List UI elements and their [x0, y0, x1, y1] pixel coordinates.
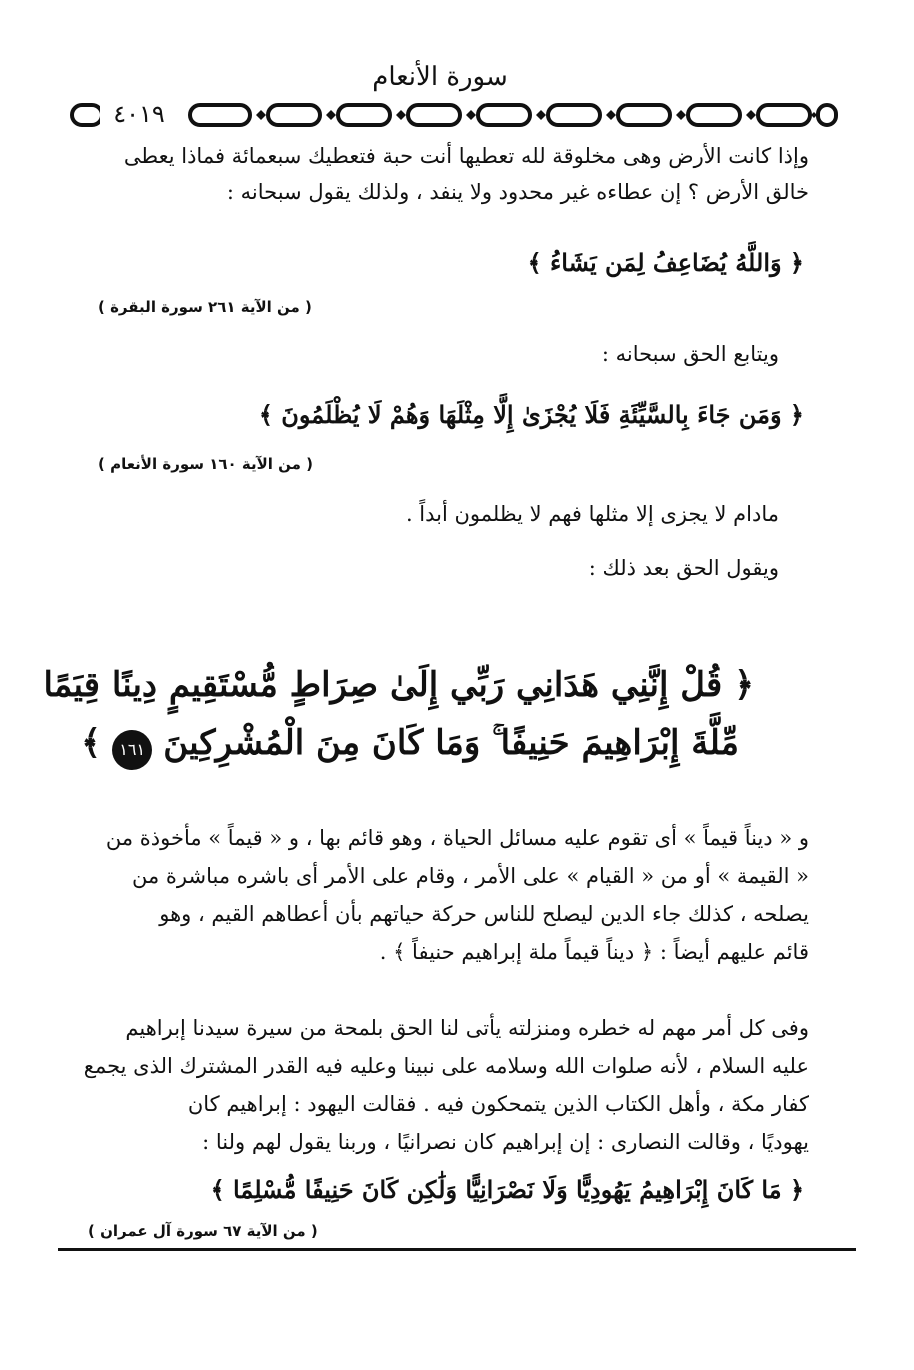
page-number: ٤٠١٩ — [100, 96, 178, 132]
verse-reference: ( من الآية ١٦٠ سورة الأنعام ) — [98, 455, 314, 473]
verse-reference: ( من الآية ٢٦١ سورة البقرة ) — [98, 298, 312, 316]
body-line: ويتابع الحق سبحانه : — [601, 342, 779, 366]
body-line: ويقول الحق بعد ذلك : — [588, 556, 779, 580]
verse-close-bracket: ﴾ — [81, 723, 102, 763]
quran-verse: ﴿ مَا كَانَ إِبْرَاهِيمُ يَهُودِيًّا وَلَا نَصْرَانِيًّا وَلَٰكِن كَانَ حَنِيفًا مُّسْلِمًا ﴾ — [210, 1175, 804, 1204]
body-line: قائم عليهم أيضاً : ﴿ ديناً قيماً ملة إبراهيم حنيفاً ﴾ . — [379, 940, 809, 964]
header-chain-ornament — [70, 95, 840, 135]
main-quran-verse-line: مِّلَّةَ إِبْرَاهِيمَ حَنِيفًا ۚ وَمَا كَانَ مِنَ الْمُشْرِكِينَ — [163, 723, 739, 763]
body-line: مادام لا يجزى إلا مثلها فهم لا يظلمون أبداً . — [405, 502, 779, 526]
body-line: خالق الأرض ؟ إن عطاءه غير محدود ولا ينفد ، ولذلك يقول سبحانه : — [226, 180, 809, 204]
body-line: « القيمة » أو من « القيام » على الأمر ، وقام على الأمر أى باشره مباشرة من — [132, 864, 809, 888]
body-line: يهوديًا ، وقالت النصارى : إن إبراهيم كان نصرانيًا ، وربنا يقول لهم ولنا : — [202, 1130, 809, 1154]
body-line: كفار مكة ، وأهل الكتاب الذين يتمحكون فيه . فقالت اليهود : إبراهيم كان — [187, 1092, 809, 1116]
ayah-number-badge: ١٦١ — [112, 730, 152, 770]
surah-title: سورة الأنعام — [372, 62, 508, 92]
quran-verse: ﴿ وَمَن جَاءَ بِالسَّيِّئَةِ فَلَا يُجْزَىٰ إِلَّا مِثْلَهَا وَهُمْ لَا يُظْلَمُونَ ﴾ — [258, 400, 804, 429]
main-quran-verse-row — [81, 722, 739, 770]
body-line: يصلحه ، كذلك جاء الدين ليصلح للناس حركة حياتهم بأن أعطاهم القيم ، وهو — [159, 902, 809, 926]
body-line: وفى كل أمر مهم له خطره ومنزلته يأتى لنا الحق بلمحة من سيرة سيدنا إبراهيم — [125, 1016, 809, 1040]
main-quran-verse-line: ﴿ قُلْ إِنَّنِي هَدَانِي رَبِّي إِلَىٰ صِرَاطٍ مُّسْتَقِيمٍ دِينًا قِيَمًا — [43, 665, 754, 705]
body-line: وإذا كانت الأرض وهى مخلوقة لله تعطيها أنت حبة فتعطيك سبعمائة فماذا يعطى — [123, 144, 809, 168]
verse-reference: ( من الآية ٦٧ سورة آل عمران ) — [88, 1222, 318, 1240]
body-line: عليه السلام ، لأنه صلوات الله وسلامه على نبينا وعليه فيه القدر المشترك الذى يجمع — [83, 1054, 809, 1078]
bottom-divider — [58, 1248, 856, 1251]
body-line: و « ديناً قيماً » أى تقوم عليه مسائل الحياة ، وهو قائم بها ، و « قيماً » مأخوذة من — [105, 826, 809, 850]
quran-verse: ﴿ وَاللَّهُ يُضَاعِفُ لِمَن يَشَاءُ ﴾ — [527, 248, 804, 277]
